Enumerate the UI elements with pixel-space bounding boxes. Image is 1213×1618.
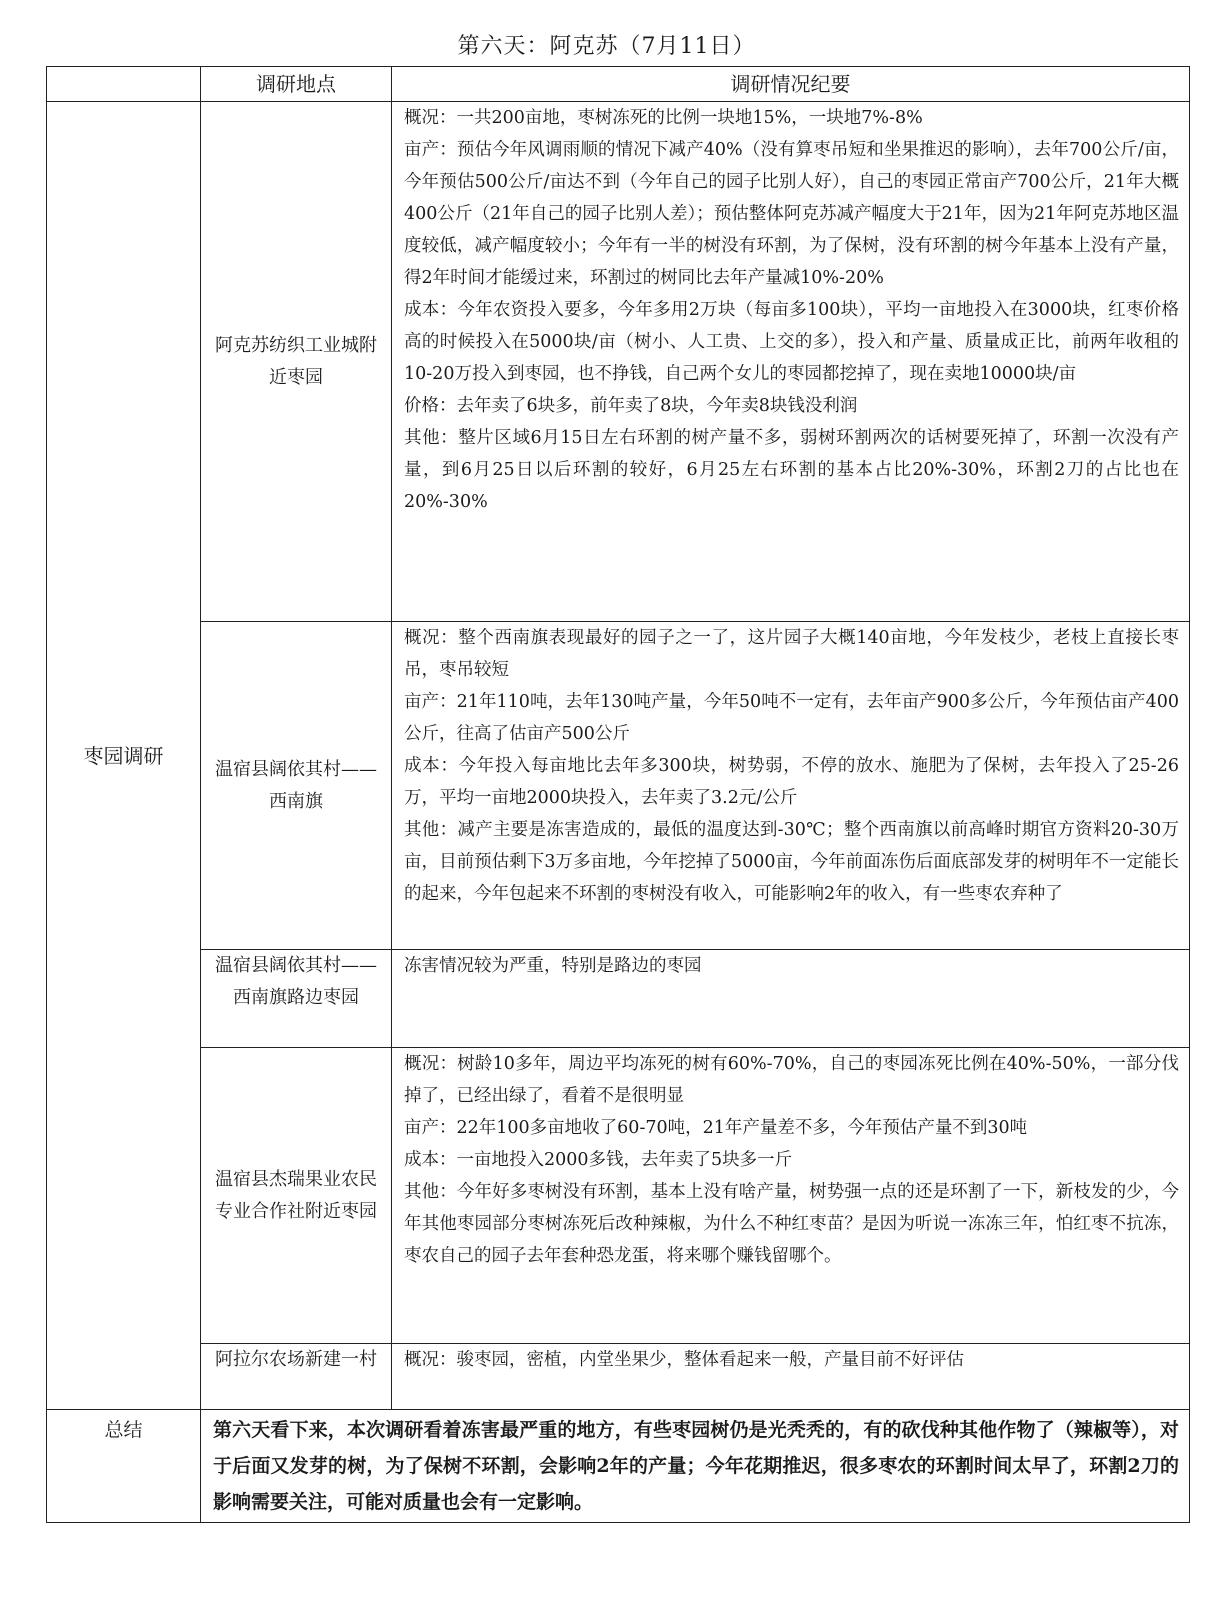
table-row [47, 102, 1190, 622]
detail-line: 冻害情况较为严重，特别是路边的枣园 [404, 956, 702, 976]
page-title: 第六天：阿克苏（7月11日） [457, 34, 756, 59]
detail-line: 亩产：22年100多亩地收了60-70吨，21年产量差不多，今年预估产量不到30吨 [404, 1118, 1028, 1138]
detail-line: 其他：减产主要是冻害造成的，最低的温度达到-30℃；整个西南旗以前高峰时期官方资料20-30万亩，目前预估剩下3万多亩地，今年挖掉了5000亩，今年前面冻伤后面底部发芽的树明年不一定能长的起来，今年包起来不环割的枣树没有收入，可能影响2年的收入，有一些枣农弃种了 [404, 820, 1179, 904]
header-cell-location: 调研地点 [201, 67, 392, 102]
survey-table [46, 66, 1190, 1523]
header-cell-category [47, 67, 201, 102]
location-cell: 温宿县阔依其村——西南旗 [201, 622, 392, 950]
detail-line: 概况：一共200亩地，枣树冻死的比例一块地15%，一块地7%-8% [404, 108, 923, 128]
detail-line: 成本：今年农资投入要多，今年多用2万块（每亩多100块），平均一亩地投入在3000块，红枣价格高的时候投入在5000块/亩（树小、人工贵、上交的多），投入和产量、质量成正比，前两年收租的10-20万投入到枣园，也不挣钱，自己两个女儿的枣园都挖掉了，现在卖地10000块/亩 [404, 300, 1179, 384]
table-row [47, 950, 1190, 1048]
location-cell: 温宿县杰瑞果业农民专业合作社附近枣园 [201, 1048, 392, 1344]
table-header-row [47, 67, 1190, 102]
detail-line: 概况：树龄10多年，周边平均冻死的树有60%-70%，自己的枣园冻死比例在40%-50%，一部分伐掉了，已经出绿了，看着不是很明显 [404, 1054, 1179, 1106]
table-row [47, 622, 1190, 950]
details-cell [392, 102, 1190, 622]
detail-line: 成本：一亩地投入2000多钱，去年卖了5块多一斤 [404, 1150, 793, 1170]
detail-line: 亩产：21年110吨，去年130吨产量，今年50吨不一定有，去年亩产900多公斤，今年预估亩产400公斤，往高了估亩产500公斤 [404, 692, 1179, 744]
details-cell [392, 1344, 1190, 1410]
table-row [47, 1344, 1190, 1410]
location-cell: 阿克苏纺织工业城附近枣园 [201, 102, 392, 622]
summary-text: 第六天看下来，本次调研看着冻害最严重的地方，有些枣园树仍是光秃秃的，有的砍伐种其他作物了（辣椒等），对于后面又发芽的树，为了保树不环割，会影响2年的产量；今年花期推迟，很多枣农的环割时间太早了，环割2刀的影响需要关注，可能对质量也会有一定影响。 [201, 1410, 1190, 1523]
header-cell-summary: 调研情况纪要 [392, 67, 1190, 102]
detail-line: 价格：去年卖了6块多，前年卖了8块，今年卖8块钱没利润 [404, 396, 858, 416]
details-cell [392, 1048, 1190, 1344]
table-row [47, 1048, 1190, 1344]
location-cell: 温宿县阔依其村——西南旗路边枣园 [201, 950, 392, 1048]
location-cell: 阿拉尔农场新建一村 [201, 1344, 392, 1410]
detail-line: 亩产：预估今年风调雨顺的情况下减产40%（没有算枣吊短和坐果推迟的影响），去年700公斤/亩，今年预估500公斤/亩达不到（今年自己的园子比别人好），自己的枣园正常亩产700公斤，21年大概400公斤（21年自己的园子比别人差）；预估整体阿克苏减产幅度大于21年，因为21年阿克苏地区温度较低，减产幅度较小；今年有一半的树没有环割，为了保树，没有环割的树今年基本上没有产量，得2年时间才能缓过来，环割过的树同比去年产量减10%-20% [404, 140, 1179, 288]
summary-row [47, 1410, 1190, 1523]
category-cell: 枣园调研 [47, 102, 201, 1410]
detail-line: 概况：整个西南旗表现最好的园子之一了，这片园子大概140亩地，今年发枝少，老枝上直接长枣吊，枣吊较短 [404, 628, 1179, 680]
detail-line: 其他：整片区域6月15日左右环割的树产量不多，弱树环割两次的话树要死掉了，环割一次没有产量，到6月25日以后环割的较好，6月25左右环割的基本占比20%-30%，环割2刀的占比也在20%-30% [404, 428, 1179, 512]
summary-label: 总结 [47, 1410, 201, 1523]
detail-line: 概况：骏枣园，密植，内堂坐果少，整体看起来一般，产量目前不好评估 [404, 1350, 964, 1370]
detail-line: 成本：今年投入每亩地比去年多300块，树势弱，不停的放水、施肥为了保树，去年投入了25-26万，平均一亩地2000块投入，去年卖了3.2元/公斤 [404, 756, 1179, 808]
details-cell [392, 950, 1190, 1048]
detail-line: 其他：今年好多枣树没有环割，基本上没有啥产量，树势强一点的还是环割了一下，新枝发的少，今年其他枣园部分枣树冻死后改种辣椒，为什么不种红枣苗？是因为听说一冻冻三年，怕红枣不抗冻，枣农自己的园子去年套种恐龙蛋，将来哪个赚钱留哪个。 [404, 1182, 1179, 1266]
details-cell [392, 622, 1190, 950]
